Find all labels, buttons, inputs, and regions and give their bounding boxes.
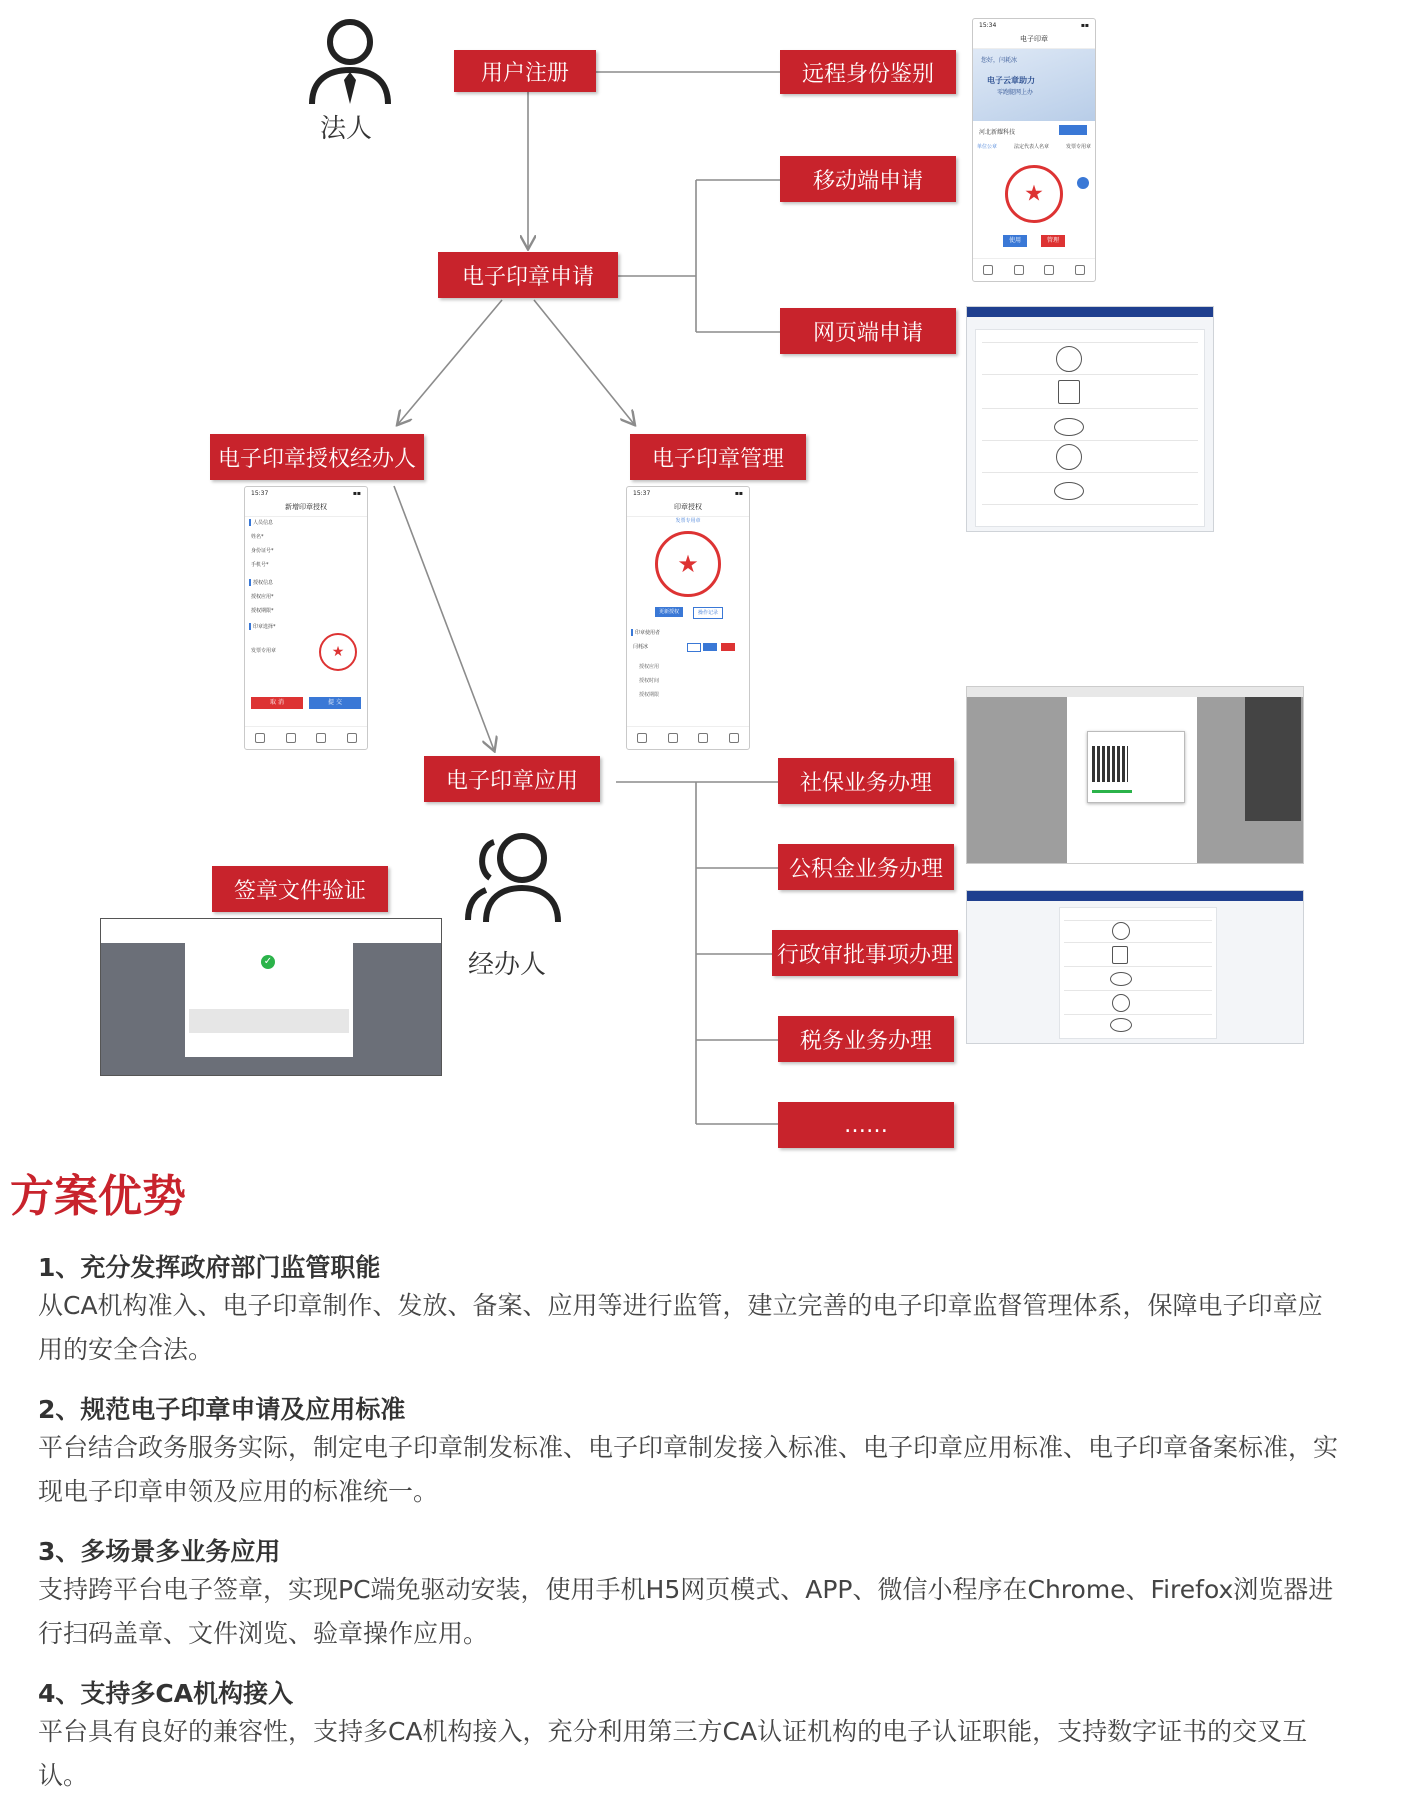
cancel-button: 取 消 <box>251 697 303 709</box>
advantage-3-heading: 3、多场景多业务应用 <box>38 1537 281 1566</box>
node-admin-approval: 行政审批事项办理 <box>772 930 958 976</box>
mobile-authorize-screenshot: 15:37 ▪▪ 新增印章授权 人员信息 姓名* 身份证号* 手机号* 授权信息 授权应用* 授权期限* 印章选择* 发票专用章 ★ 取 消 提 交 <box>244 486 368 750</box>
node-social-security: 社保业务办理 <box>778 758 954 804</box>
node-seal-manage: 电子印章管理 <box>630 434 806 480</box>
advantage-1-heading: 1、充分发挥政府部门监管职能 <box>38 1253 381 1282</box>
mobile-manage-screenshot: 15:37 ▪▪ 印章授权 发票专用章 ★ 更新授权 操作记录 印章使用者 闫耗冰 授权应用 授权时间 授权期限 <box>626 486 750 750</box>
handler-icon <box>460 830 570 930</box>
invoice-seal: ★ <box>655 531 721 597</box>
web-business-screenshot <box>966 890 1304 1044</box>
verify-doc-screenshot <box>100 918 442 1076</box>
advantages-title: 方案优势 <box>10 1171 186 1222</box>
record-button: 操作记录 <box>693 607 723 619</box>
node-user-register: 用户注册 <box>454 50 596 92</box>
side-panel <box>1245 697 1301 821</box>
legal-person-label: 法人 <box>320 114 373 144</box>
web-nav-bar <box>967 307 1213 317</box>
node-mobile-apply: 移动端申请 <box>780 156 956 202</box>
check-icon: ✓ <box>261 955 275 969</box>
qr-dialog <box>1087 731 1185 803</box>
mobile-seal-screenshot: 15:34 ▪▪ 电子印章 您好，闫耗冰 电子云章助力 零跑腿网上办 河北新耀科技 单位公章 法定代表人名章 发票专用章 ★ 使用 管理 <box>972 18 1096 282</box>
submit-button: 提 交 <box>309 697 361 709</box>
advantage-4-heading: 4、支持多CA机构接入 <box>38 1679 294 1708</box>
web-seal-table <box>975 329 1205 527</box>
bottom-tabbar <box>627 726 749 749</box>
qr-code <box>1092 746 1128 782</box>
node-web-apply: 网页端申请 <box>780 308 956 354</box>
invoice-seal: ★ <box>319 633 357 671</box>
advantage-1-body: 从CA机构准入、电子印章制作、发放、备案、应用等进行监管，建立完善的电子印章监督管理体系，保障电子印章应用的安全合法。 <box>38 1291 1323 1364</box>
node-remote-identity: 远程身份鉴别 <box>780 50 956 94</box>
seal-tabs: 单位公章 法定代表人名章 发票专用章 <box>977 144 1091 150</box>
advantage-3-body: 支持跨平台电子签章，实现PC端免驱动安装，使用手机H5网页模式、APP、微信小程序在Chrome、Firefox浏览器进行扫码盖章、文件浏览、验章操作应用。 <box>38 1575 1334 1648</box>
advantage-2-heading: 2、规范电子印章申请及应用标准 <box>38 1395 406 1424</box>
node-seal-authorize: 电子印章授权经办人 <box>210 434 424 480</box>
switch-button <box>1059 125 1087 135</box>
web-nav-bar <box>967 891 1303 901</box>
bottom-tabbar <box>973 258 1095 281</box>
legal-person-icon <box>300 14 400 114</box>
company-seal: ★ <box>1005 165 1063 223</box>
manage-button: 管理 <box>1041 235 1065 247</box>
advantage-2-body: 平台结合政务服务实际，制定电子印章制发标准、电子印章制发接入标准、电子印章应用标准、电子印章备案标准，实现电子印章申领及应用的标准统一。 <box>38 1433 1339 1506</box>
update-auth-button: 更新授权 <box>655 607 683 617</box>
bottom-tabbar <box>245 726 367 749</box>
node-tax: 税务业务办理 <box>778 1016 954 1062</box>
use-button: 使用 <box>1003 235 1027 247</box>
node-seal-use: 电子印章应用 <box>424 756 600 802</box>
pc-sign-screenshot <box>966 686 1304 864</box>
node-verify-doc: 签章文件验证 <box>212 866 388 912</box>
verify-result-dialog <box>185 943 353 1057</box>
advantage-4-body: 平台具有良好的兼容性，支持多CA机构接入，充分利用第三方CA认证机构的电子认证职能，支持数字证书的交叉互认。 <box>38 1717 1308 1790</box>
web-business-table <box>1059 907 1217 1039</box>
handler-label: 经办人 <box>468 950 547 980</box>
node-seal-apply: 电子印章申请 <box>438 252 618 298</box>
power-icon <box>1077 177 1089 189</box>
web-seal-list-screenshot <box>966 306 1214 532</box>
node-more: …… <box>778 1102 954 1148</box>
node-housing-fund: 公积金业务办理 <box>778 844 954 890</box>
